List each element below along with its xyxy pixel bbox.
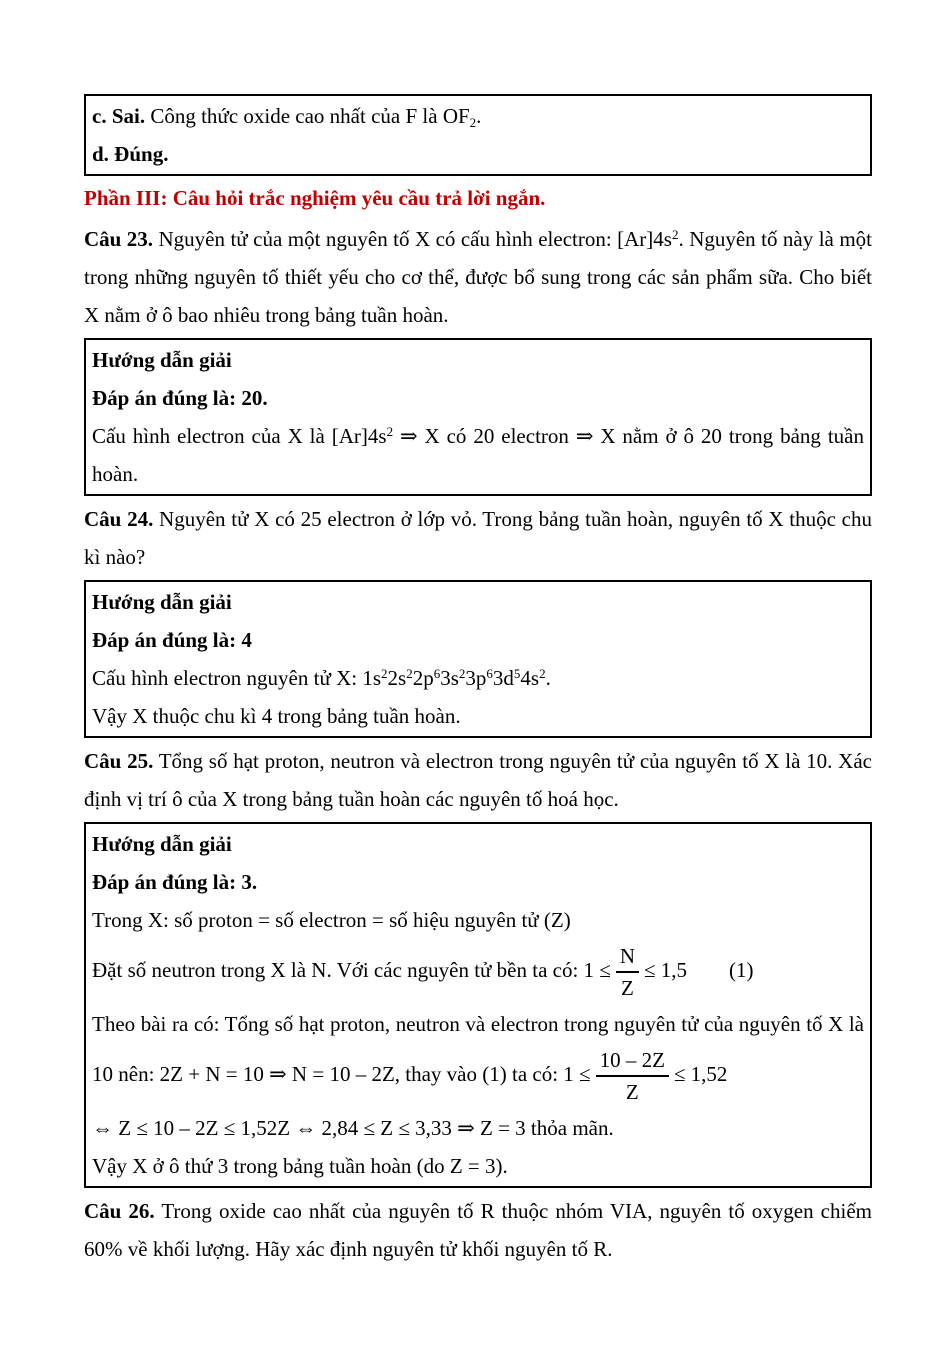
solution-answer-label xyxy=(92,863,864,901)
text-segment: Cấu hình electron của X là [Ar]4s xyxy=(92,424,387,448)
text-segment: ≤ 1,5 xyxy=(644,957,688,982)
question-q23 xyxy=(84,220,872,334)
superscript: 2 xyxy=(381,666,388,681)
text-segment: 3p xyxy=(465,666,487,690)
text-segment: . xyxy=(545,666,551,690)
text-segment: Vậy X ở ô thứ 3 trong bảng tuần hoàn (do Z = 3). xyxy=(92,1154,508,1178)
text-segment: Câu 24. xyxy=(84,507,154,531)
solution-line xyxy=(92,901,864,939)
text-segment: Theo bài ra có: Tổng số hạt proton, neutron và electron trong nguyên tử của nguyên tố X là 10 nên: 2Z + N = 10 ⇒ N = 10 – 2Z, thay vào (1) ta có: 1 ≤ xyxy=(92,1012,864,1086)
solution-guide-label xyxy=(92,341,864,379)
solution-line xyxy=(92,697,864,735)
text-segment: Câu 25. xyxy=(84,749,154,773)
solution-box-q25 xyxy=(84,822,872,1188)
solution-guide-label xyxy=(92,825,864,863)
text-segment: Trong X: số proton = số electron = số hiệu nguyên tử (Z) xyxy=(92,908,571,932)
text-segment: Câu 26. xyxy=(84,1199,155,1223)
subscript: 2 xyxy=(469,115,477,130)
solution-line xyxy=(92,417,864,493)
statement-line-c xyxy=(92,97,864,135)
text-segment: Vậy X thuộc chu kì 4 trong bảng tuần hoàn. xyxy=(92,704,461,728)
solution-line xyxy=(92,1109,864,1147)
superscript: 6 xyxy=(433,666,441,681)
solution-line xyxy=(92,659,864,697)
text-segment: 3d xyxy=(492,666,514,690)
solution-guide-label xyxy=(92,583,864,621)
text-segment: Cấu hình electron nguyên tử X: 1s xyxy=(92,666,381,690)
superscript: 2 xyxy=(539,666,546,681)
solution-answer-label xyxy=(92,379,864,417)
superscript: 5 xyxy=(513,666,521,681)
superscript: 2 xyxy=(386,424,394,439)
solution-box-q23 xyxy=(84,338,872,496)
question-q25 xyxy=(84,742,872,818)
text-segment: Đặt số neutron trong X là N. Với các nguyên tử bền ta có: 1 ≤ xyxy=(92,957,611,982)
text-segment: Công thức oxide cao nhất của F là OF xyxy=(145,104,470,128)
text-segment: Nguyên tử của một nguyên tố X có cấu hình electron: [Ar]4s xyxy=(153,227,672,251)
text-segment: Nguyên tử X có 25 electron ở lớp vỏ. Trong bảng tuần hoàn, nguyên tố X thuộc chu kì nào? xyxy=(84,507,872,569)
text-segment: Tổng số hạt proton, neutron và electron trong nguyên tử của nguyên tố X là 10. Xác định vị trí ô của X trong bảng tuần hoàn các nguyên tố hoá học. xyxy=(84,749,872,811)
fraction: $\frac{10 - 2Z}{Z}$ xyxy=(596,1045,669,1107)
text-segment: Hướng dẫn giải xyxy=(92,590,232,614)
solution-answer-label xyxy=(92,621,864,659)
fraction: $\frac{N}{Z}$ xyxy=(616,941,639,1003)
text-segment: 4s xyxy=(520,666,540,690)
text-segment: ⇒ X có 20 electron ⇒ X nằm ở ô 20 trong bảng tuần hoàn. xyxy=(92,424,864,486)
text-segment: d. Đúng. xyxy=(92,142,169,166)
statement-line-d xyxy=(92,135,864,173)
text-segment: Trong oxide cao nhất của nguyên tố R thuộc nhóm VIA, nguyên tố oxygen chiếm 60% về khối lượng. Hãy xác định nguyên tử khối nguyên tố R. xyxy=(84,1199,872,1261)
text-segment: . xyxy=(476,104,482,128)
text-segment: ≤ 1,52 xyxy=(673,1061,728,1086)
text-segment: 2s xyxy=(387,666,407,690)
question-q26 xyxy=(84,1192,872,1268)
text-segment: 3s xyxy=(440,666,459,690)
text-segment: c. Sai. xyxy=(92,104,146,128)
text-segment: . Nguyên tố này là một trong những nguyên tố thiết yếu cho cơ thể, được bổ sung trong các sản phẩm sữa. Cho biết X nằm ở ô bao nhiêu trong bảng tuần hoàn. xyxy=(84,227,872,327)
solution-box-q24 xyxy=(84,580,872,738)
text-segment: Hướng dẫn giải xyxy=(92,832,232,856)
question-q24 xyxy=(84,500,872,576)
text-segment: Đáp án đúng là: 20. xyxy=(92,386,268,410)
section-heading-part3: Phần III: Câu hỏi trắc nghiệm yêu cầu trả lời ngắn. xyxy=(84,186,546,210)
solution-line xyxy=(92,1147,864,1185)
text-segment: (1) xyxy=(729,957,754,982)
text-segment: 2p xyxy=(412,666,434,690)
text-segment: Đáp án đúng là: 3. xyxy=(92,870,258,894)
text-segment: Hướng dẫn giải xyxy=(92,348,232,372)
text-segment: ⇔ Z ≤ 10 – 2Z ≤ 1,52Z ⇔ 2,84 ≤ Z ≤ 3,33 ⇒ Z = 3 thỏa mãn. xyxy=(92,1116,614,1140)
superscript: 2 xyxy=(671,227,679,242)
statement-box xyxy=(84,94,872,176)
superscript: 2 xyxy=(406,666,413,681)
text-segment: Đáp án đúng là: 4 xyxy=(92,628,252,652)
superscript: 6 xyxy=(486,666,493,681)
solution-line-with-fraction xyxy=(92,939,864,1005)
text-segment: Câu 23. xyxy=(84,227,154,251)
solution-line-with-fraction xyxy=(92,1005,864,1109)
superscript: 2 xyxy=(458,666,466,681)
